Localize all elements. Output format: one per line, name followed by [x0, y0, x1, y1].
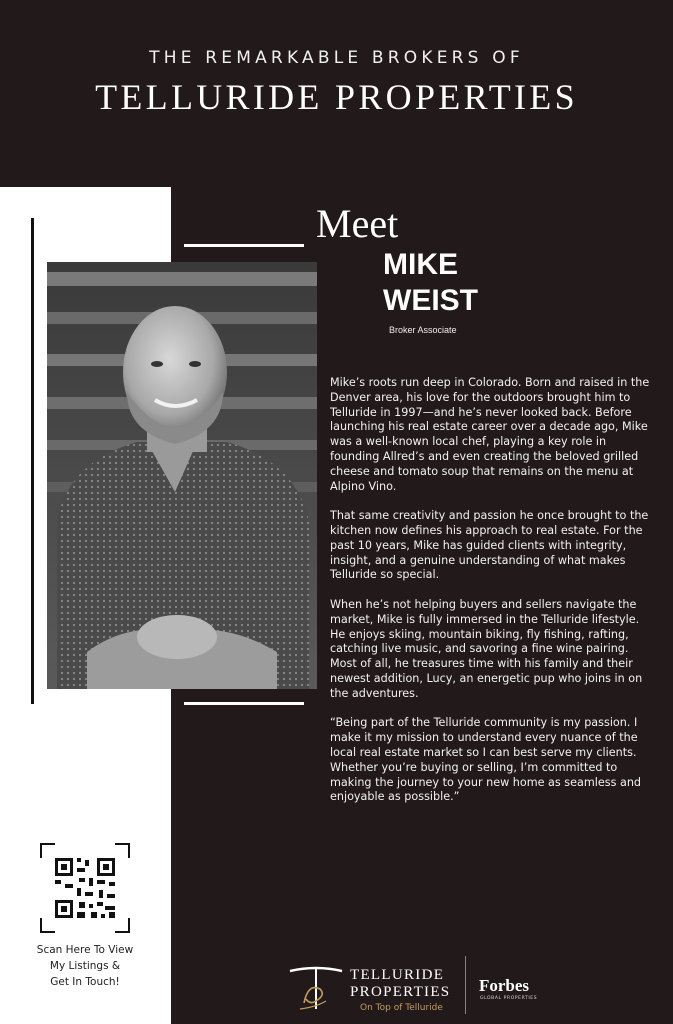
- top-accent-line: [184, 244, 304, 247]
- qr-caption-line-1: Scan Here To View: [36, 944, 134, 956]
- footer-brand-line-2: PROPERTIES: [350, 984, 451, 1000]
- broker-last-name: WEIST: [383, 284, 478, 317]
- qr-caption-line-3: Get In Touch!: [50, 976, 120, 988]
- broker-portrait: [47, 262, 317, 689]
- bottom-accent-line: [184, 702, 304, 705]
- bio-paragraph-1: Mike’s roots run deep in Colorado. Born and raised in the Denver area, his love for the outdoors brought him to Telluride in 1997—and he’s never looked back. Before launching his real estate career over a decade ago, Mike was a well-known local chef, playing a key role in founding Allred’s and even creating the beloved grilled cheese and tomato soup that remains on the menu at Alpino Vino.: [330, 376, 650, 493]
- footer-tagline: On Top of Telluride: [360, 1003, 443, 1013]
- meet-heading: Meet: [316, 201, 399, 246]
- qr-caption-line-2: My Listings &: [49, 960, 121, 972]
- header-subtitle: THE REMARKABLE BROKERS OF: [149, 48, 524, 68]
- footer-brand-line-1: TELLURIDE: [350, 967, 445, 983]
- bio-paragraph-3: When he’s not helping buyers and sellers navigate the market, Mike is fully immersed in the Telluride lifestyle. He enjoys skiing, mountain biking, fly fishing, rafting, catching live music, and savoring a fine wine pairing. Most of all, he treasures time with his family and their newest addition, Lucy, an energetic pup who joins in on the adventures.: [330, 597, 643, 700]
- broker-first-name: MIKE: [383, 248, 458, 281]
- header-title: TELLURIDE PROPERTIES: [95, 77, 578, 117]
- forbes-logo: Forbes: [479, 976, 530, 995]
- bio-paragraph-4: “Being part of the Telluride community is my passion. I make it my mission to understand every nuance of the local real estate market so I can best serve my clients. Whether you’re buying or selling, I’m committed to making the journey to your new home as seamless and enjoyable as possible.”: [330, 716, 642, 804]
- vertical-divider: [31, 218, 34, 704]
- qr-code[interactable]: [39, 842, 131, 934]
- bio-paragraph-2: That same creativity and passion he once brought to the kitchen now defines his approach to real estate. For the past 10 years, Mike has guided clients with integrity, insight, and a genuine understanding of what makes Telluride so special.: [330, 509, 649, 582]
- telluride-logo-icon: [286, 963, 346, 1013]
- broker-role: Broker Associate: [389, 325, 457, 335]
- bio-text: [330, 376, 650, 820]
- footer-divider: [465, 956, 466, 1014]
- qr-caption: [10, 942, 160, 990]
- forbes-subtitle: GLOBAL PROPERTIES: [480, 996, 538, 1001]
